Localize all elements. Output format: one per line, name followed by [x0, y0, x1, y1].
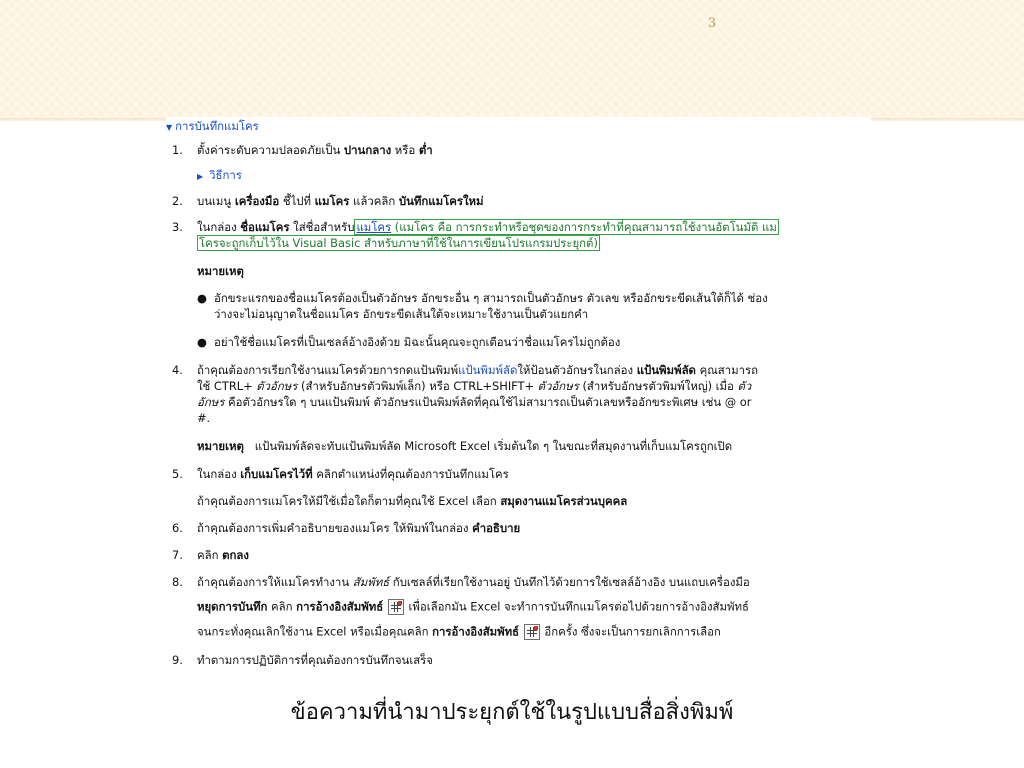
triangle-down-icon: ▼: [166, 123, 173, 132]
step-number: 7.: [172, 548, 183, 562]
step-text: ในกล่อง เก็บแมโครไว้ที่ คลิกตำแหน่งที่คุณต้องการบันทึกแมโคร: [197, 467, 509, 481]
glossary-term-link[interactable]: แมโคร: [356, 220, 392, 234]
step-text: ในกล่อง ชื่อแมโคร ใส่ชื่อสำหรับ แมโคร (แมโคร คือ การกระทำหรือชุดของการกระทำที่คุณสามารถใช้งานอัตโนมัติ แม: [197, 220, 777, 234]
step-text: ถ้าคุณต้องการเพิ่มคำอธิบายของแมโคร ให้พิมพ์ในกล่อง คำอธิบาย: [197, 521, 521, 535]
shortcut-key-link[interactable]: แป้นพิมพ์ลัด: [458, 363, 518, 377]
step-number: 5.: [172, 467, 183, 481]
help-document-screenshot: ▼ การบันทึกแมโคร 1. ตั้งค่าระดับความปลอดภัยเป็น ปานกลาง หรือ ต่ำ ▶ วิธีการ 2. บนเมนู เครื่องมือ ชี้ไปที่ แมโคร แล้วคลิก บันทึกแมโครใหม่ 3. ในกล่อง ชื่อแมโคร ใส่ชื่อสำหรับ แมโคร (แมโคร คือ การกระทำหรือชุดของการกระทำที่คุณสามารถใช้งานอัตโนมัติ แม โครจะถูกเก็บไว้ใน Visual Basic สำหรับภาษาที่ใช้ในการเขียนโปรแกรมประยุกต์) หมายเหตุ ● อักขระแรกของชื่อแมโครต้องเป็นตัวอักษร อักขระอื่น ๆ สามารถเป็นตัวอักษร ตัวเลข หรืออักขระขีดเส้นใต้ก็ได้ ช่อง ว่างจะไม่อนุญาตในชื่อแมโคร อักขระขีดเส้นใต้จะเหมาะใช้งานเป็นตัวแยกคำ ● อย่าใช้ชื่อแมโครที่เป็นเซลล์อ้างอิงด้วย มิฉะนั้นคุณจะถูกเตือนว่าชื่อแมโครไม่ถูกต้อง 4. ถ้าคุณต้องการเรียกใช้งานแมโครด้วยการกดแป้นพิมพ์แป้นพิมพ์ลัดให้ป้อนตัวอักษรในกล่อง แป้นพิมพ์ลัด คุณสามารถ ใช้ CTRL+ ตัวอักษร (สำหรับอักษรตัวพิมพ์เล็ก) หรือ CTRL+SHIFT+ ตัวอักษร (สำหรับอักษรตัวพิมพ์ใหญ่) เมื่อ ตัว อักษร คือตัวอักษรใด ๆ บนแป้นพิมพ์ ตัวอักษรแป้นพิมพ์ลัดที่คุณใช้ไม่สามารถเป็นตัวเลขหรืออักขระพิเศษ เช่น @ or #. หมายเหตุ แป้นพิมพ์ลัดจะทับแป้นพิมพ์ลัด Microsoft Excel เริ่มต้นใด ๆ ในขณะที่สมุดงานที่เก็บแมโครถูกเปิด 5. ในกล่อง เก็บแมโครไว้ที่ คลิกตำแหน่งที่คุณต้องการบันทึกแมโคร ถ้าคุณต้องการแมโครให้มีใช้เมื่อใดก็ตามที่คุณใช้ Excel เลือก สมุดงานแมโครส่วนบุคคล 6. ถ้าคุณต้องการเพิ่มคำอธิบายของแมโคร ให้พิมพ์ในกล่อง คำอธิบาย 7. คลิก ตกลง 8. ถ้าคุณต้องการให้แมโครทำงาน สัมพัทธ์ กับเซลล์ที่เรียกใช้งานอยู่ บันทึกไว้ด้วยการใช้เซลล์อ้างอิง บนแถบเครื่องมือ หยุดการบันทึก คลิก การอ้างอิงสัมพัทธ์ เพื่อเลือกมัน Excel จะทำการบันทึกแมโครต่อไปด้วยการอ้างอิงสัมพัทธ์ จนกระทั่งคุณเลิกใช้งาน Excel หรือเมื่อคุณคลิก การอ้างอิงสัมพัทธ์ อีกครั้ง ซึ่งจะเป็นการยกเลิกการเลือก 9. ทำตามการปฏิบัติการที่คุณต้องการบันทึกจนเสร็จ: [166, 117, 871, 673]
page-number: 3: [707, 16, 717, 31]
step-number: 1.: [172, 143, 183, 157]
step-number: 2.: [172, 194, 183, 208]
step-number: 9.: [172, 653, 183, 667]
step-text: ทำตามการปฏิบัติการที่คุณต้องการบันทึกจนเสร็จ: [197, 653, 433, 667]
step-number: 4.: [172, 363, 183, 377]
step-number: 6.: [172, 521, 183, 535]
glossary-definition[interactable]: แมโคร (แมโคร คือ การกระทำหรือชุดของการกระทำที่คุณสามารถใช้งานอัตโนมัติ แม: [356, 220, 777, 234]
step-text: ถ้าคุณต้องการให้แมโครทำงาน สัมพัทธ์ กับเซลล์ที่เรียกใช้งานอยู่ บันทึกไว้ด้วยการใช้เซลล์อ้างอิง บนแถบเครื่องมือ: [197, 575, 750, 589]
decorative-header-band: [0, 0, 1024, 118]
step-text: คลิก ตกลง: [197, 548, 249, 562]
method-label: วิธีการ: [209, 168, 242, 182]
slide-caption: ข้อความที่นำมาประยุกต์ใช้ในรูปแบบสื่อสิ่งพิมพ์: [290, 700, 734, 725]
step-text: ตั้งค่าระดับความปลอดภัยเป็น ปานกลาง หรือ ต่ำ: [197, 143, 433, 157]
step-number: 3.: [172, 220, 183, 234]
relative-reference-icon[interactable]: [388, 599, 404, 615]
step-number: 8.: [172, 575, 183, 589]
section-title: การบันทึกแมโคร: [175, 119, 259, 133]
relative-reference-icon[interactable]: [524, 624, 540, 640]
glossary-definition-line2: โครจะถูกเก็บไว้ใน Visual Basic สำหรับภาษาที่ใช้ในการเขียนโปรแกรมประยุกต์): [199, 236, 598, 250]
step-text: บนเมนู เครื่องมือ ชี้ไปที่ แมโคร แล้วคลิก บันทึกแมโครใหม่: [197, 194, 484, 208]
triangle-right-icon: ▶: [197, 172, 204, 181]
section-header[interactable]: [166, 119, 259, 135]
bullet-icon: ●: [197, 291, 207, 305]
bullet-icon: ●: [197, 335, 207, 349]
step-text: ถ้าคุณต้องการเรียกใช้งานแมโครด้วยการกดแป้นพิมพ์แป้นพิมพ์ลัดให้ป้อนตัวอักษรในกล่อง แป้นพิมพ์ลัด คุณสามารถ: [197, 363, 759, 377]
